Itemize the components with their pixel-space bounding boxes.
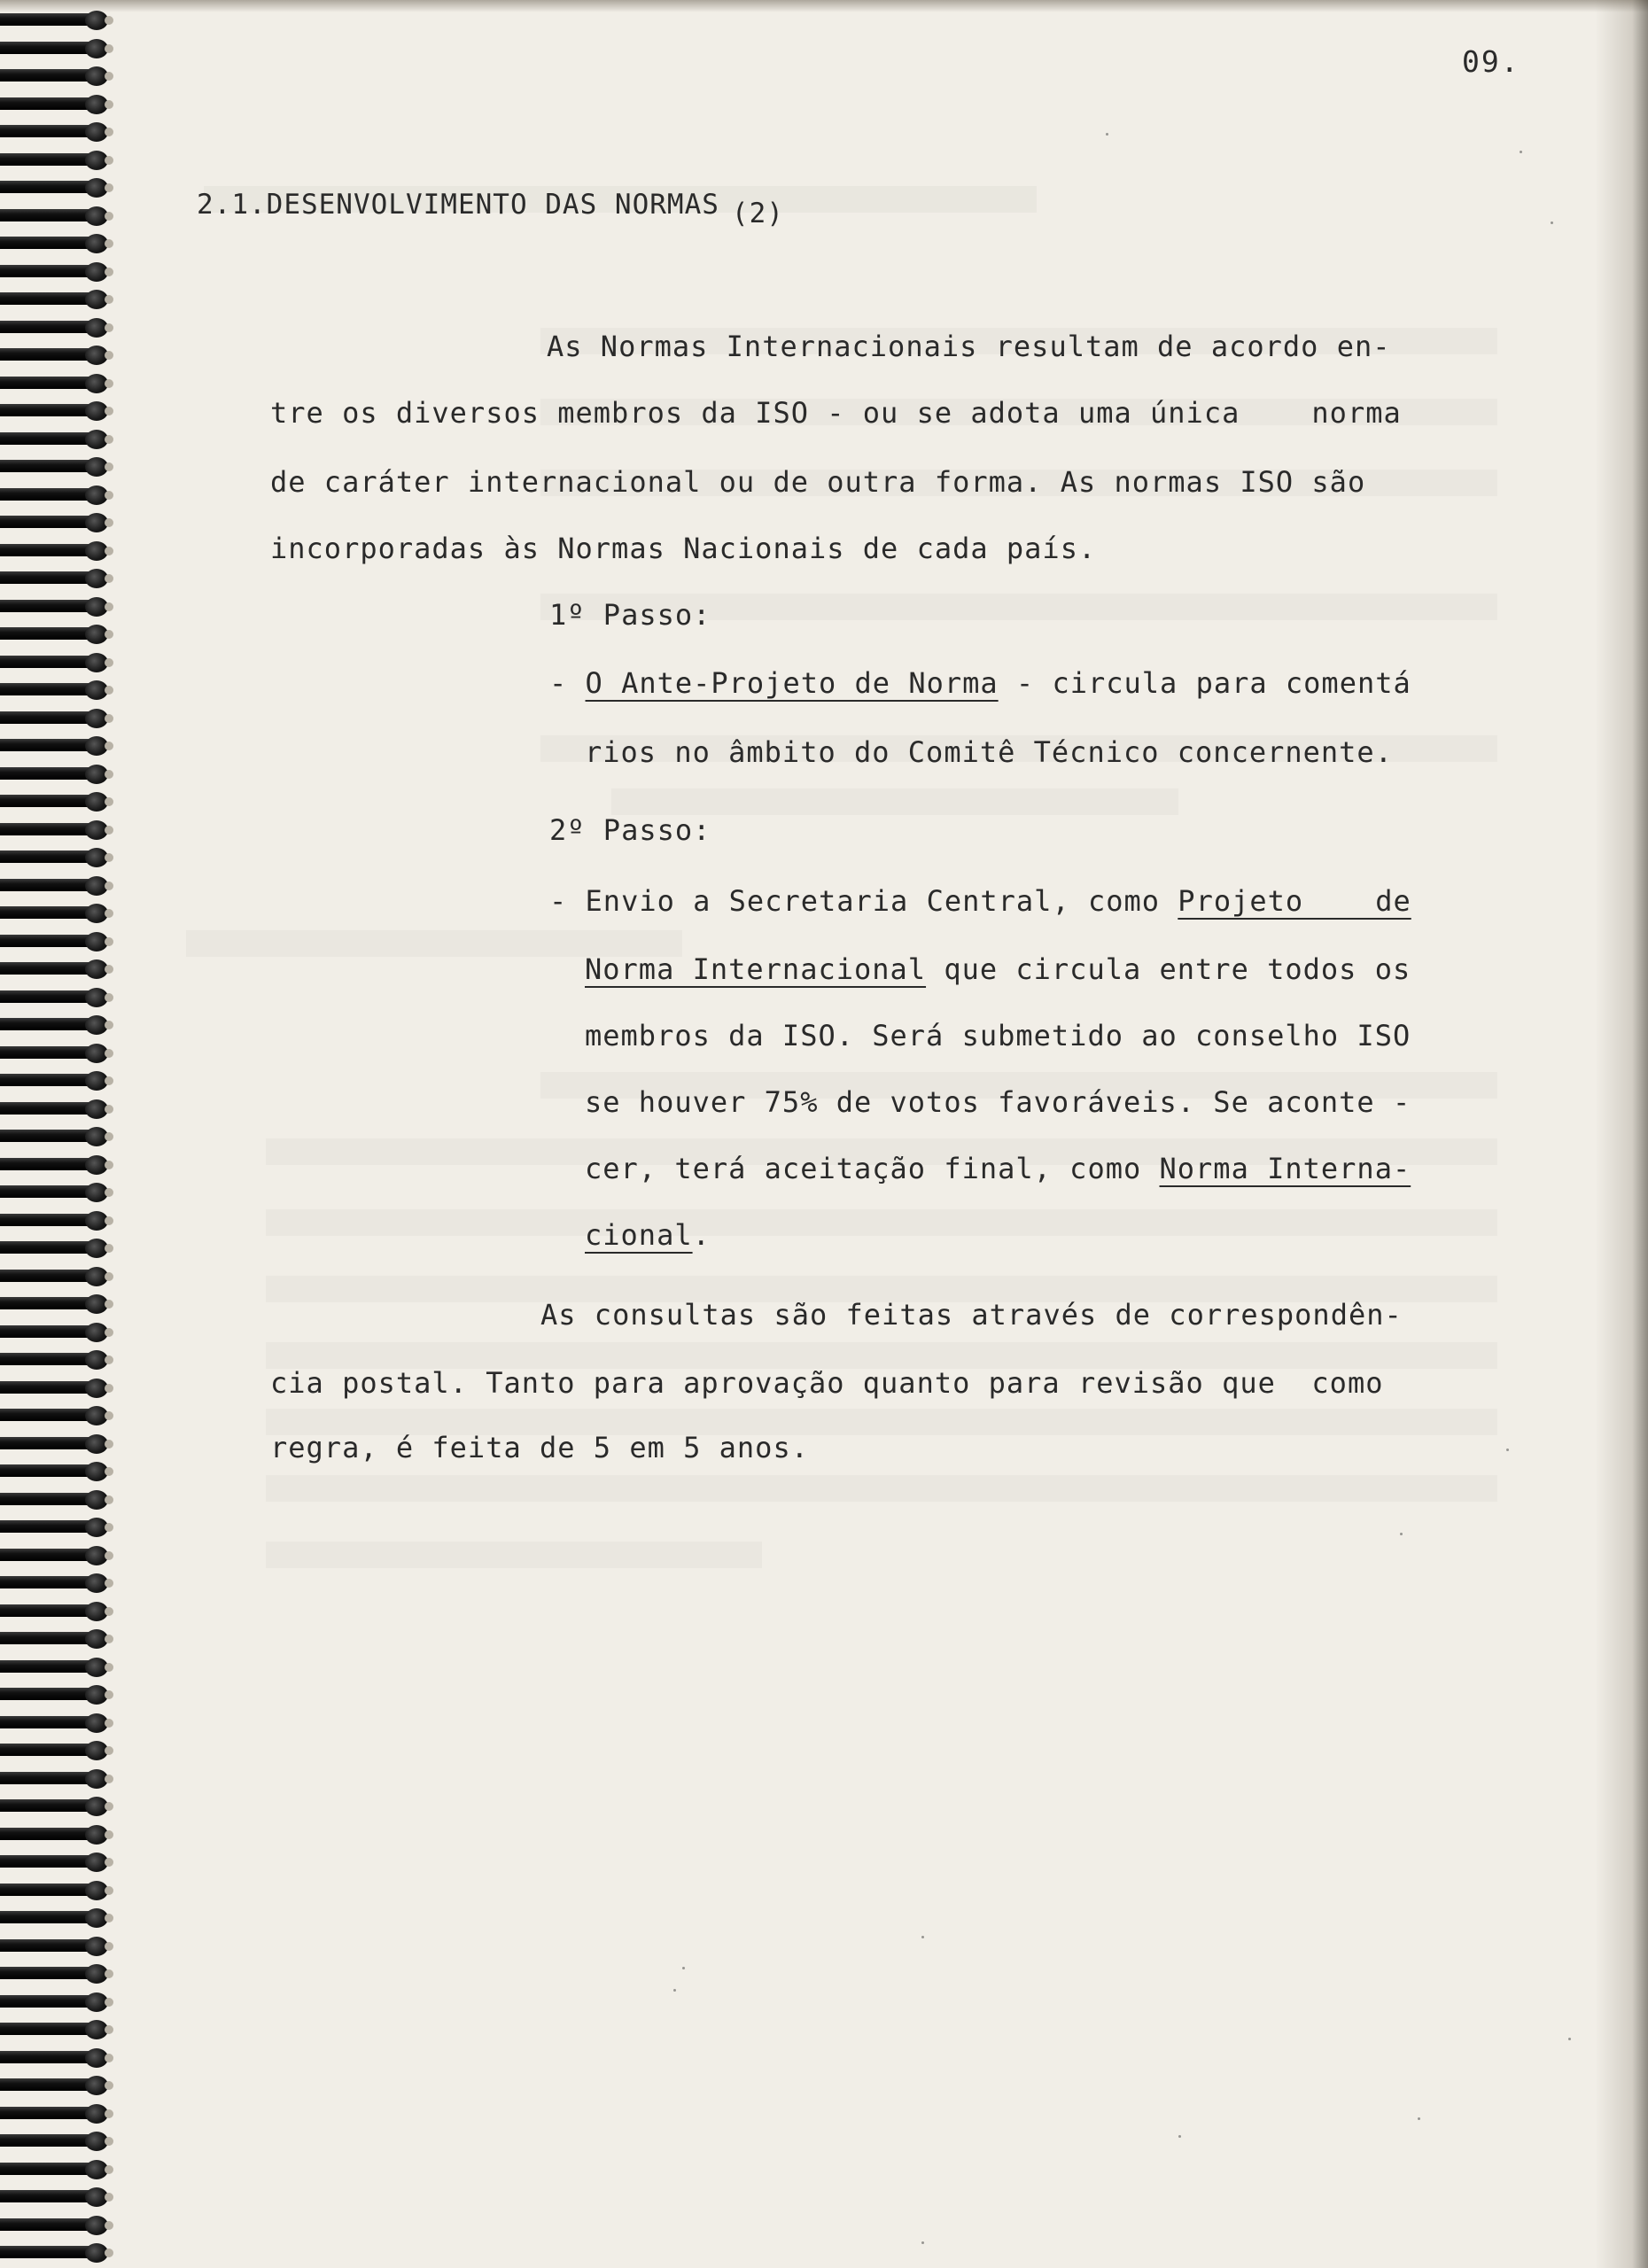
binding-coil	[0, 122, 133, 142]
binding-coil	[0, 2048, 133, 2068]
binding-coil	[0, 1323, 133, 1342]
binding-coil	[0, 178, 133, 198]
binding-coil	[0, 290, 133, 309]
binding-coil	[0, 513, 133, 532]
underlined-term: O Ante-Projeto de Norma	[585, 666, 999, 700]
binding-coil	[0, 11, 133, 30]
binding-coil	[0, 1881, 133, 1900]
binding-coil	[0, 1350, 133, 1370]
step-line	[549, 884, 1411, 918]
binding-coil	[0, 932, 133, 951]
binding-coil	[0, 374, 133, 393]
binding-coil	[0, 1211, 133, 1231]
binding-coil	[0, 625, 133, 644]
binding-coil	[0, 262, 133, 282]
binding-coil	[0, 904, 133, 923]
binding-coil	[0, 1071, 133, 1091]
step-line	[585, 1218, 711, 1252]
step-text: cer, terá aceitação final, como	[585, 1152, 1160, 1185]
binding-coil	[0, 1964, 133, 1984]
binding-coil	[0, 2132, 133, 2151]
binding-coil	[0, 457, 133, 477]
binding-coil	[0, 39, 133, 58]
binding-coil	[0, 1825, 133, 1845]
binding-coil	[0, 1379, 133, 1398]
dash: -	[549, 666, 586, 700]
binding-coil	[0, 1406, 133, 1425]
binding-coil	[0, 1573, 133, 1593]
binding-coil	[0, 820, 133, 840]
binding-coil	[0, 485, 133, 505]
binding-coil	[0, 66, 133, 86]
binding-coil	[0, 765, 133, 784]
binding-coil	[0, 2104, 133, 2124]
step-text: - Envio a Secretaria Central, como	[549, 884, 1178, 918]
step-label: 2º Passo:	[549, 813, 711, 847]
binding-coil	[0, 709, 133, 728]
underlined-term: Norma Internacional	[585, 952, 927, 986]
binding-coil	[0, 1155, 133, 1175]
binding-coil	[0, 1992, 133, 2012]
binding-coil	[0, 959, 133, 979]
binding-coil	[0, 541, 133, 561]
binding-coil	[0, 1546, 133, 1565]
binding-coil	[0, 95, 133, 114]
binding-coil	[0, 206, 133, 226]
binding-coil	[0, 653, 133, 672]
binding-coil	[0, 848, 133, 867]
spiral-binding	[0, 0, 133, 2268]
binding-coil	[0, 401, 133, 421]
binding-coil	[0, 2160, 133, 2179]
binding-coil	[0, 1741, 133, 1760]
binding-coil	[0, 876, 133, 896]
binding-coil	[0, 1908, 133, 1928]
binding-coil	[0, 1629, 133, 1649]
paper-top-edge	[0, 0, 1648, 12]
binding-coil	[0, 1015, 133, 1035]
binding-coil	[0, 597, 133, 617]
binding-coil	[0, 1462, 133, 1481]
binding-coil	[0, 1127, 133, 1146]
binding-coil	[0, 346, 133, 365]
paragraph-line: cia postal. Tanto para aprovação quanto para revisão que como	[270, 1366, 1384, 1400]
binding-coil	[0, 1602, 133, 1621]
step-line: membros da ISO. Será submetido ao conselho ISO	[585, 1019, 1411, 1052]
section-heading-ref: (2)	[731, 198, 784, 229]
binding-coil	[0, 318, 133, 338]
binding-coil	[0, 1713, 133, 1733]
step-line	[585, 1152, 1411, 1185]
binding-coil	[0, 1685, 133, 1705]
step-text: - circula para comentá	[998, 666, 1411, 700]
step-line: rios no âmbito do Comitê Técnico concernente.	[585, 735, 1393, 769]
paragraph-line: As Normas Internacionais resultam de acordo en-	[547, 330, 1391, 363]
binding-coil	[0, 430, 133, 449]
binding-coil	[0, 1852, 133, 1872]
step-line	[585, 952, 1411, 986]
step-label: 1º Passo:	[549, 598, 711, 632]
section-heading-text: 2.1.DESENVOLVIMENTO DAS NORMAS	[197, 189, 719, 221]
paragraph-line: tre os diversos membros da ISO - ou se adota uma única norma	[270, 396, 1402, 430]
binding-coil	[0, 792, 133, 812]
binding-coil	[0, 1267, 133, 1286]
binding-coil	[0, 1294, 133, 1314]
step-line	[549, 666, 1411, 700]
paragraph-line: incorporadas às Normas Nacionais de cada país.	[270, 532, 1097, 565]
step-text: que circula entre todos os	[926, 952, 1411, 986]
binding-coil	[0, 2076, 133, 2095]
binding-coil	[0, 1434, 133, 1454]
binding-coil	[0, 1769, 133, 1789]
binding-coil	[0, 680, 133, 700]
paragraph-line: regra, é feita de 5 em 5 anos.	[270, 1431, 809, 1464]
binding-coil	[0, 1490, 133, 1510]
page-number: 09.	[1462, 44, 1520, 79]
binding-coil	[0, 569, 133, 588]
binding-coil	[0, 234, 133, 253]
binding-coil	[0, 1099, 133, 1119]
binding-coil	[0, 988, 133, 1007]
binding-coil	[0, 151, 133, 170]
binding-coil	[0, 1239, 133, 1258]
underlined-term: cional	[585, 1218, 693, 1252]
section-heading	[197, 189, 784, 229]
binding-coil	[0, 1044, 133, 1063]
binding-coil	[0, 2020, 133, 2039]
binding-coil	[0, 1183, 133, 1202]
paper-right-edge	[1595, 0, 1648, 2268]
step-line: se houver 75% de votos favoráveis. Se aconte -	[585, 1085, 1411, 1119]
binding-coil	[0, 2243, 133, 2263]
step-text: .	[692, 1218, 711, 1252]
binding-coil	[0, 1937, 133, 1956]
binding-coil	[0, 1518, 133, 1537]
binding-coil	[0, 2187, 133, 2207]
underlined-term: Projeto de	[1178, 884, 1411, 918]
binding-coil	[0, 1797, 133, 1816]
binding-coil	[0, 1658, 133, 1677]
paragraph-line: de caráter internacional ou de outra forma. As normas ISO são	[270, 465, 1366, 499]
binding-coil	[0, 736, 133, 756]
paragraph-line: As consultas são feitas através de correspondên-	[540, 1298, 1403, 1332]
underlined-term: Norma Interna-	[1159, 1152, 1411, 1185]
binding-coil	[0, 2216, 133, 2235]
